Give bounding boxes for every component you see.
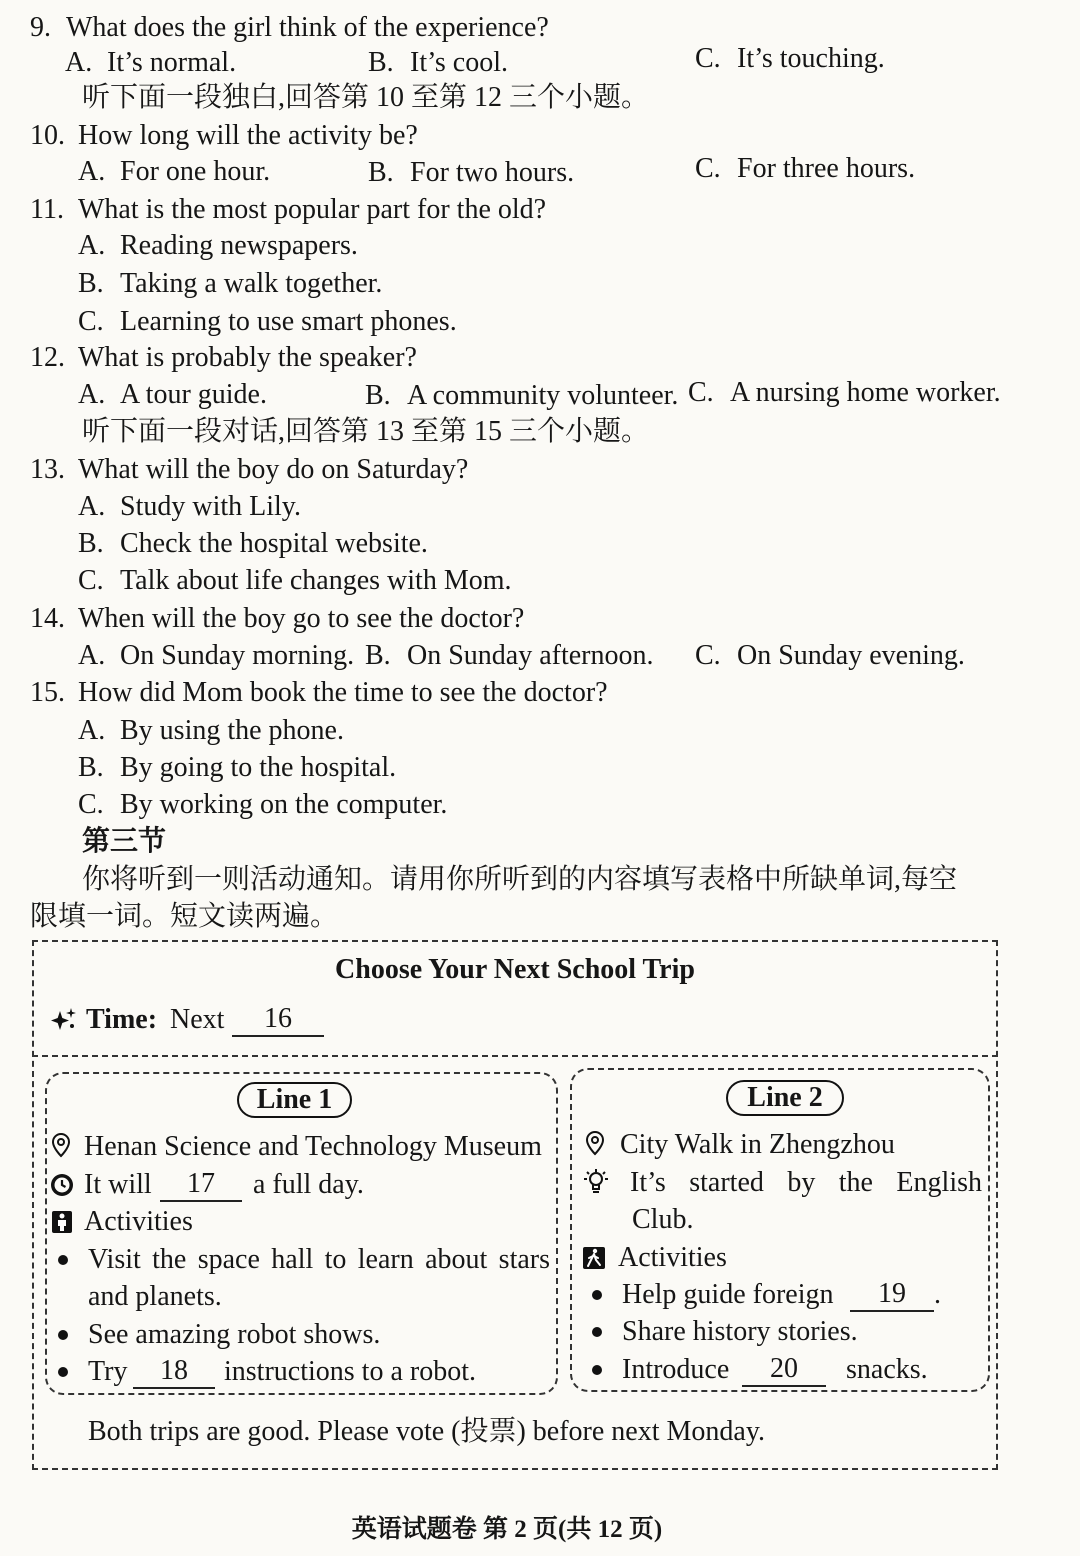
line1-item3-after: instructions to a robot. xyxy=(224,1356,476,1387)
option-text: By using the phone. xyxy=(120,715,344,746)
line1-duration-before: It will xyxy=(84,1169,152,1200)
monologue-instruction: 听下面一段独白,回答第 10 至第 12 三个小题。 xyxy=(82,82,650,113)
option-letter: A. xyxy=(78,230,106,261)
question-12-stem-row xyxy=(30,342,417,374)
notice-divider xyxy=(32,1055,998,1057)
option-13-a xyxy=(78,491,301,523)
option-letter: B. xyxy=(368,157,394,188)
dialogue-instruction: 听下面一段对话,回答第 13 至第 15 三个小题。 xyxy=(82,416,650,447)
option-text: On Sunday morning. xyxy=(120,640,355,671)
sparkle-star-icon xyxy=(50,1006,78,1034)
location-pin-icon xyxy=(583,1130,607,1156)
option-12-a xyxy=(78,379,267,411)
bullet-icon xyxy=(58,1255,68,1265)
question-stem: When will the boy go to see the doctor? xyxy=(78,603,525,634)
option-11-a xyxy=(78,230,358,262)
option-letter: B. xyxy=(78,752,104,783)
blank-18: 18 xyxy=(133,1356,215,1389)
option-text: For three hours. xyxy=(737,153,916,184)
option-letter: C. xyxy=(78,565,104,596)
question-number: 14. xyxy=(30,603,65,634)
time-label: Time: xyxy=(86,1004,158,1035)
blank-19: 19 xyxy=(850,1279,934,1312)
time-prefix: Next xyxy=(170,1004,225,1035)
activity-person-icon xyxy=(51,1210,73,1234)
notice-closing: Both trips are good. Please vote (投票) before next Monday. xyxy=(88,1416,766,1447)
question-15-stem-row xyxy=(30,677,608,709)
option-letter: B. xyxy=(78,528,104,559)
question-13-stem-row xyxy=(30,454,468,486)
line2-started-line2: Club. xyxy=(632,1204,694,1235)
clock-icon xyxy=(50,1173,74,1197)
option-13-c xyxy=(78,565,512,597)
walking-person-icon xyxy=(582,1246,606,1270)
question-number: 11. xyxy=(30,194,64,225)
notice-title: Choose Your Next School Trip xyxy=(335,954,695,985)
question-stem: What does the girl think of the experience? xyxy=(66,12,549,43)
line1-item3-before: Try xyxy=(88,1356,128,1387)
line2-item1-after: . xyxy=(934,1279,941,1310)
bullet-icon xyxy=(592,1327,602,1337)
option-14-b xyxy=(365,640,654,672)
line2-item3-before: Introduce xyxy=(622,1354,730,1385)
option-letter: C. xyxy=(695,640,721,671)
line1-activities-label: Activities xyxy=(84,1206,193,1237)
question-9-stem-row xyxy=(30,12,549,44)
blank-20: 20 xyxy=(742,1354,826,1387)
blank-17: 17 xyxy=(160,1169,242,1202)
lightbulb-icon xyxy=(583,1168,609,1196)
option-text: Check the hospital website. xyxy=(120,528,428,559)
option-text: For one hour. xyxy=(120,156,271,187)
option-12-c xyxy=(688,377,1001,409)
option-10-c xyxy=(695,153,915,185)
line2-item2: Share history stories. xyxy=(622,1316,858,1347)
bullet-icon xyxy=(592,1365,602,1375)
option-14-c xyxy=(695,640,965,672)
page-footer: 英语试题卷 第 2 页(共 12 页) xyxy=(351,1516,663,1543)
option-letter: A. xyxy=(65,47,93,78)
option-text: Reading newspapers. xyxy=(120,230,358,261)
option-letter: B. xyxy=(368,47,394,78)
location-pin-icon xyxy=(49,1132,73,1158)
part3-heading: 第三节 xyxy=(82,826,167,857)
option-13-b xyxy=(78,528,428,560)
option-text: By working on the computer. xyxy=(120,789,448,820)
question-10-stem-row xyxy=(30,120,418,152)
option-letter: C. xyxy=(78,789,104,820)
option-letter: B. xyxy=(365,640,391,671)
option-letter: A. xyxy=(78,715,106,746)
option-15-b xyxy=(78,752,396,784)
option-text: A nursing home worker. xyxy=(730,377,1001,408)
question-number: 12. xyxy=(30,342,65,373)
bullet-icon xyxy=(58,1367,68,1377)
question-number: 9. xyxy=(30,12,51,43)
line2-place: City Walk in Zhengzhou xyxy=(620,1129,895,1160)
option-text: By going to the hospital. xyxy=(120,752,397,783)
bullet-icon xyxy=(592,1290,602,1300)
option-text: Talk about life changes with Mom. xyxy=(120,565,512,596)
question-11-stem-row xyxy=(30,194,546,226)
question-stem: What is the most popular part for the old? xyxy=(78,194,547,225)
option-10-b xyxy=(368,157,574,189)
line2-started-line1: It’s started by the English xyxy=(630,1167,982,1198)
option-text: It’s normal. xyxy=(107,47,237,78)
option-text: Taking a walk together. xyxy=(120,268,383,299)
option-letter: A. xyxy=(78,640,106,671)
line2-item3-after: snacks. xyxy=(846,1354,928,1385)
question-number: 15. xyxy=(30,677,65,708)
line1-place: Henan Science and Technology Museum xyxy=(84,1131,542,1162)
option-text: A community volunteer. xyxy=(407,380,679,411)
question-14-stem-row xyxy=(30,603,524,635)
option-text: On Sunday evening. xyxy=(737,640,965,671)
option-letter: A. xyxy=(78,491,106,522)
option-9-c xyxy=(695,43,885,75)
question-stem: How did Mom book the time to see the doctor? xyxy=(78,677,608,708)
option-11-b xyxy=(78,268,382,300)
line2-label: Line 2 xyxy=(726,1080,844,1116)
option-9-b xyxy=(368,47,508,79)
option-letter: C. xyxy=(695,43,721,74)
option-15-c xyxy=(78,789,447,821)
option-11-c xyxy=(78,306,457,338)
option-text: Learning to use smart phones. xyxy=(120,306,457,337)
option-letter: A. xyxy=(78,379,106,410)
option-text: On Sunday afternoon. xyxy=(407,640,654,671)
option-letter: A. xyxy=(78,156,106,187)
option-15-a xyxy=(78,715,344,747)
option-10-a xyxy=(78,156,270,188)
line2-item1-before: Help guide foreign xyxy=(622,1279,834,1310)
line1-item1-line1: Visit the space hall to learn about stars xyxy=(88,1244,550,1275)
option-text: It’s touching. xyxy=(737,43,885,74)
option-letter: C. xyxy=(78,306,104,337)
question-number: 13. xyxy=(30,454,65,485)
question-stem: What will the boy do on Saturday? xyxy=(78,454,469,485)
option-9-a xyxy=(65,47,236,79)
line1-item2: See amazing robot shows. xyxy=(88,1319,381,1350)
part3-instruction-line1: 你将听到一则活动通知。请用你所听到的内容填写表格中所缺单词,每空 xyxy=(82,864,958,895)
option-text: For two hours. xyxy=(410,157,575,188)
line1-duration-after: a full day. xyxy=(253,1169,364,1200)
option-letter: B. xyxy=(78,268,104,299)
option-text: It’s cool. xyxy=(410,47,508,78)
option-text: Study with Lily. xyxy=(120,491,301,522)
question-stem: What is probably the speaker? xyxy=(78,342,417,373)
part3-instruction-line2: 限填一词。短文读两遍。 xyxy=(30,901,339,932)
bullet-icon xyxy=(58,1330,68,1340)
option-14-a xyxy=(78,640,354,672)
option-letter: B. xyxy=(365,380,391,411)
blank-16: 16 xyxy=(232,1004,324,1037)
question-number: 10. xyxy=(30,120,65,151)
line1-label: Line 1 xyxy=(237,1082,352,1118)
line1-item1-line2: and planets. xyxy=(88,1281,222,1312)
option-letter: C. xyxy=(695,153,721,184)
option-text: A tour guide. xyxy=(120,379,267,410)
line2-activities-label: Activities xyxy=(618,1242,727,1273)
option-letter: C. xyxy=(688,377,714,408)
question-stem: How long will the activity be? xyxy=(78,120,418,151)
option-12-b xyxy=(365,380,678,412)
